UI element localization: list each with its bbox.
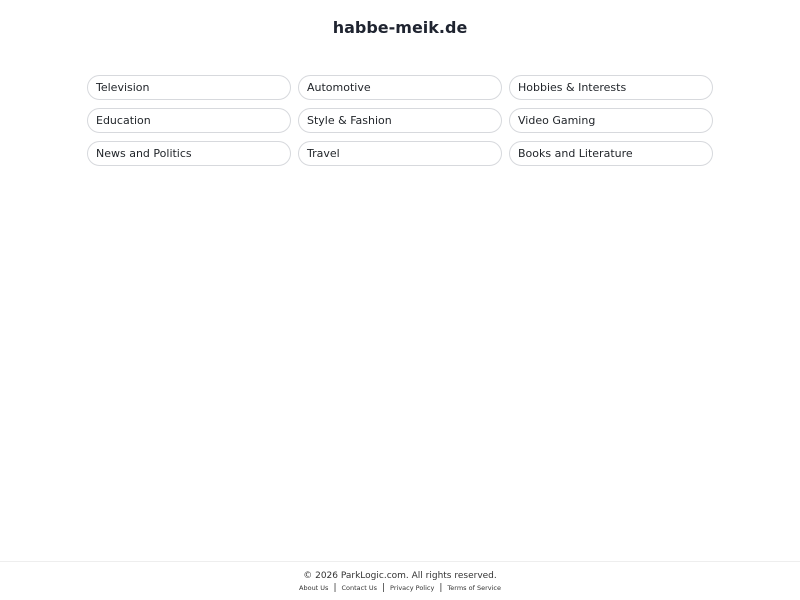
category-link-education[interactable]: Education xyxy=(87,108,291,133)
category-link-video-gaming[interactable]: Video Gaming xyxy=(509,108,713,133)
category-link-travel[interactable]: Travel xyxy=(298,141,502,166)
category-link-automotive[interactable]: Automotive xyxy=(298,75,502,100)
terms-of-service-link[interactable]: Terms of Service xyxy=(447,584,501,592)
category-link-television[interactable]: Television xyxy=(87,75,291,100)
contact-us-link[interactable]: Contact Us xyxy=(341,584,377,592)
category-link-hobbies-interests[interactable]: Hobbies & Interests xyxy=(509,75,713,100)
footer-separator: | xyxy=(382,583,386,593)
site-title: habbe-meik.de xyxy=(332,18,468,37)
footer xyxy=(0,561,800,600)
footer-separator: | xyxy=(439,583,443,593)
category-link-news-politics[interactable]: News and Politics xyxy=(87,141,291,166)
category-grid xyxy=(87,75,713,166)
footer-separator: | xyxy=(333,583,337,593)
category-link-books-literature[interactable]: Books and Literature xyxy=(509,141,713,166)
category-link-style-fashion[interactable]: Style & Fashion xyxy=(298,108,502,133)
about-us-link[interactable]: About Us xyxy=(299,584,329,592)
footer-links xyxy=(0,583,800,593)
copyright-text: © 2026 ParkLogic.com. All rights reserved. xyxy=(303,571,497,581)
privacy-policy-link[interactable]: Privacy Policy xyxy=(390,584,435,592)
